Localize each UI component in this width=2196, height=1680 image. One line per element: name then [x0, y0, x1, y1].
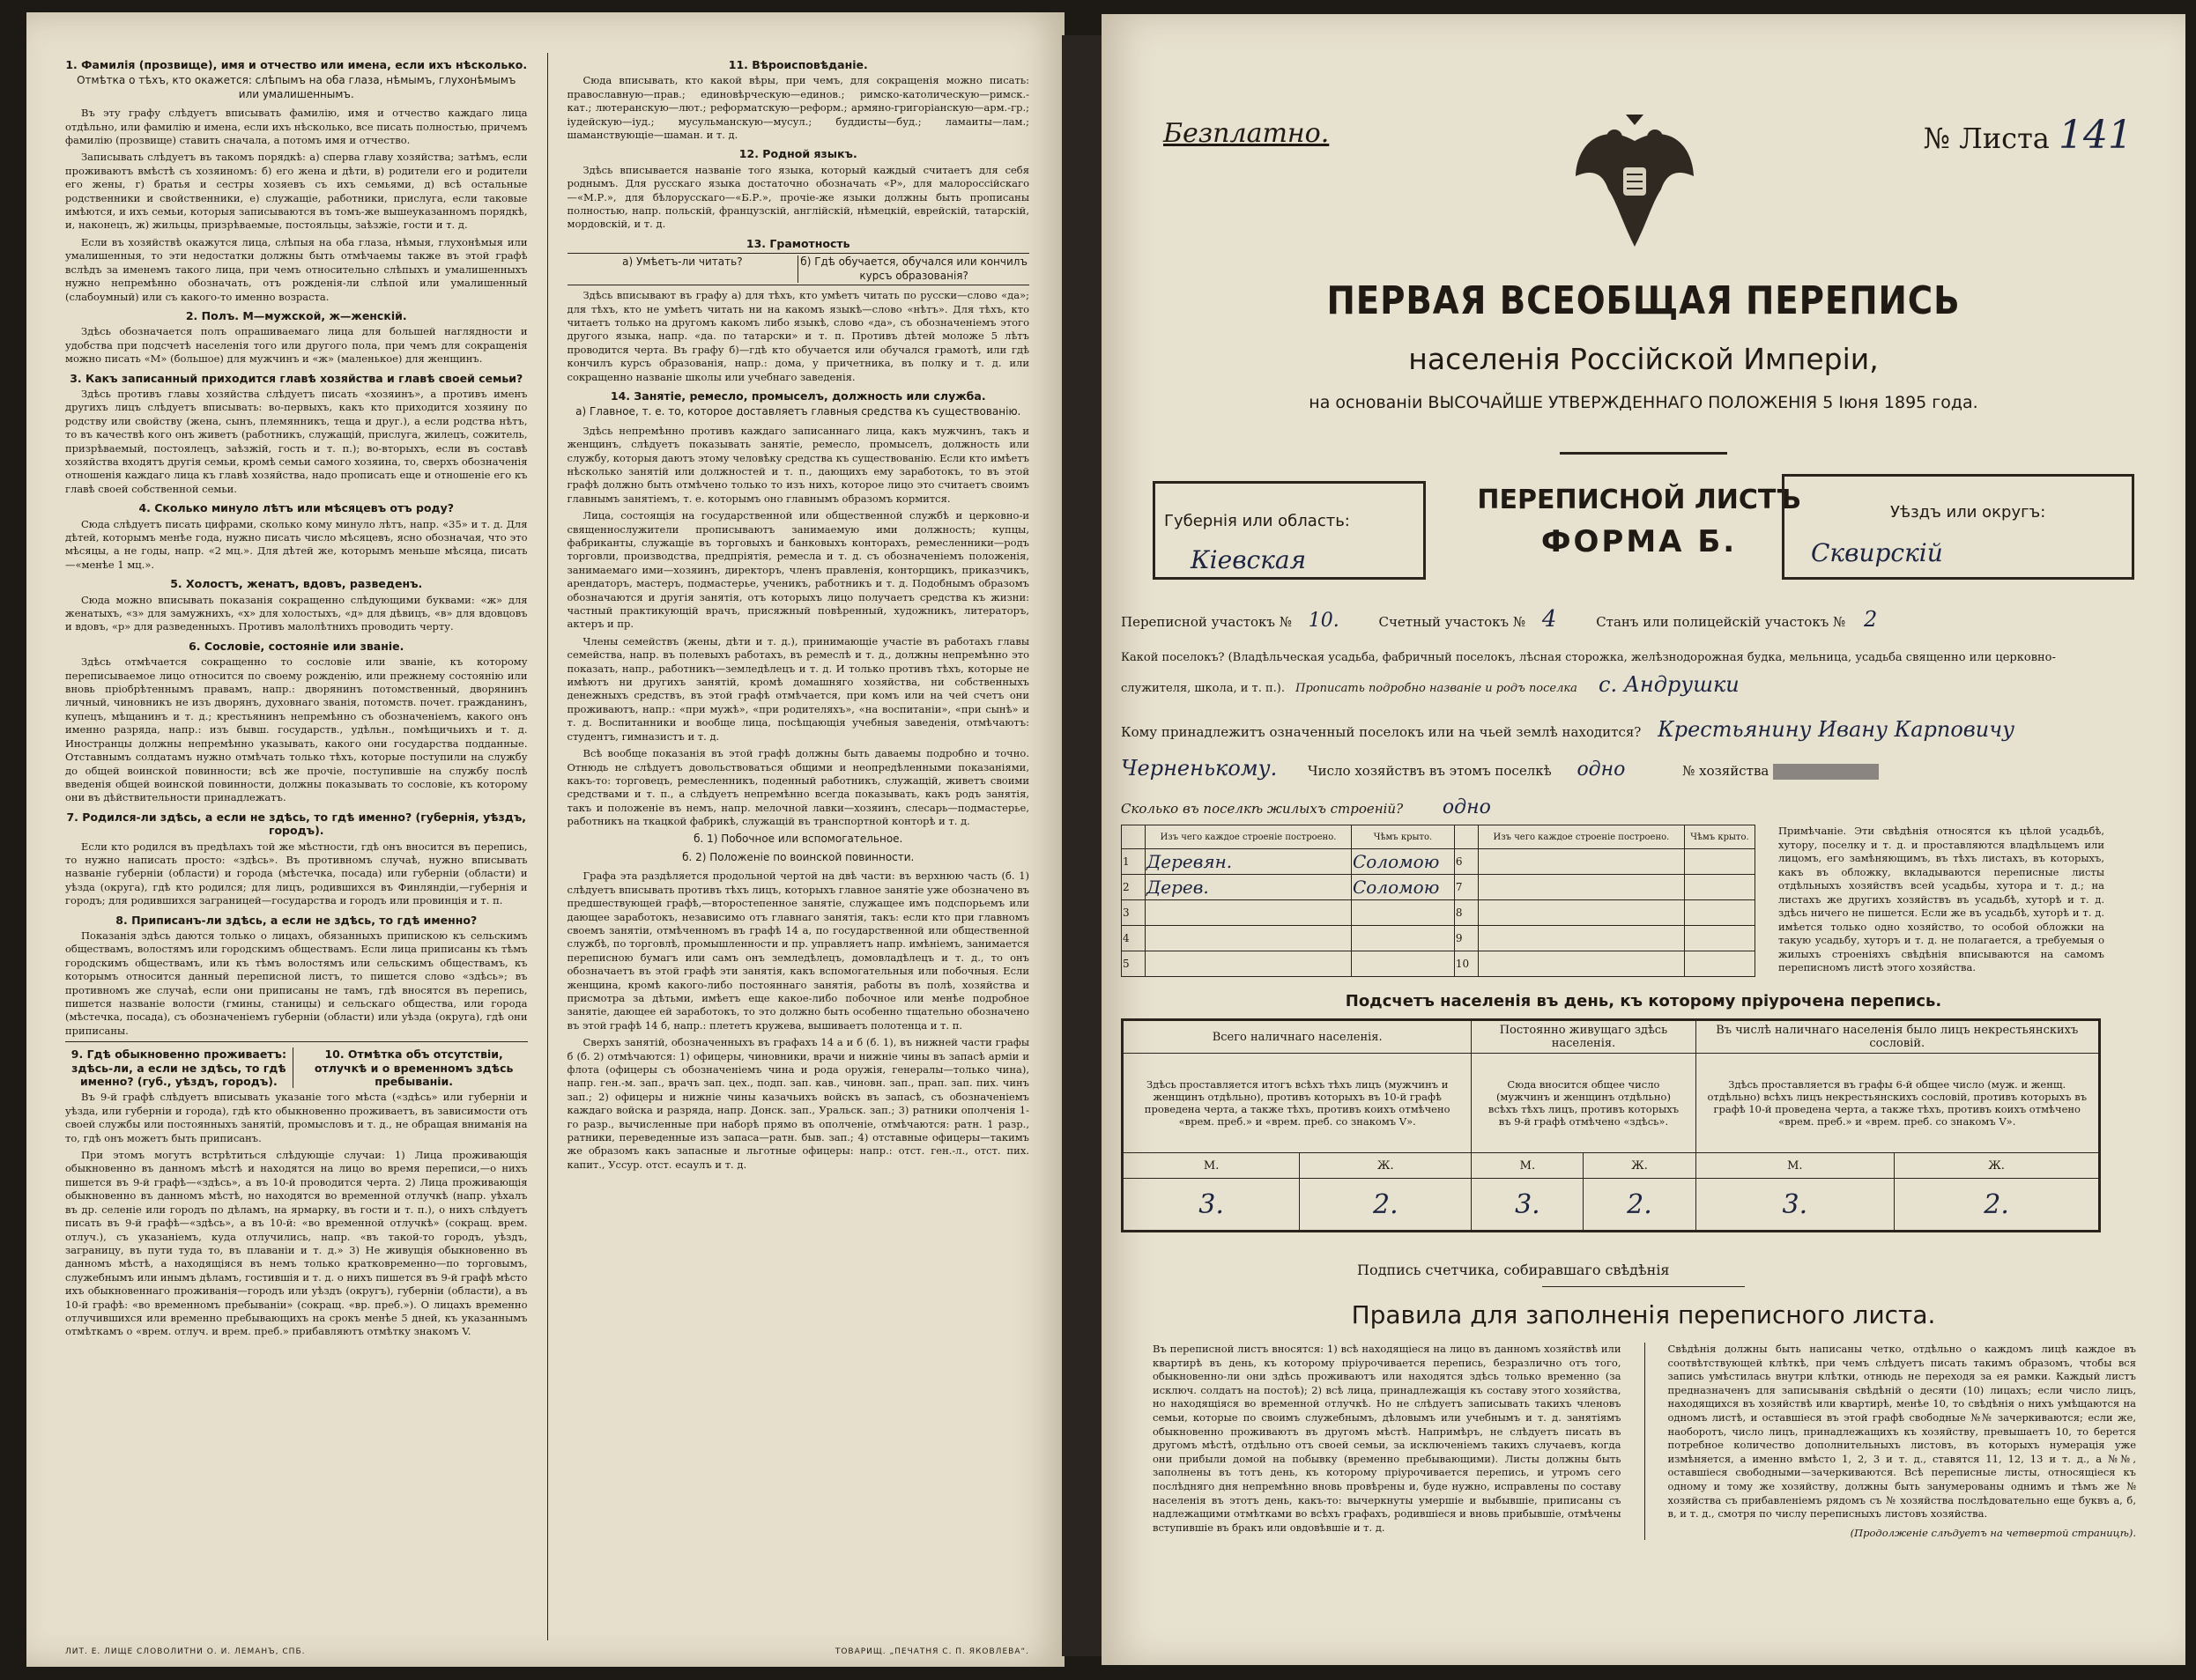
- police-area-value: 2: [1864, 607, 1878, 632]
- province-value: Кіевская: [1191, 545, 1307, 574]
- buildings-cell-n: 2: [1122, 875, 1146, 900]
- section-12-heading: 12. Родной языкъ.: [738, 147, 857, 161]
- buildings-label: Сколько въ поселкѣ жилыхъ строеній?: [1121, 801, 1404, 817]
- buildings-cell-n2: 9: [1454, 926, 1478, 951]
- column-divider: [547, 53, 548, 1640]
- buildings-cell-n: 3: [1122, 900, 1146, 926]
- continued-note: (Продолженіе слѣдуетъ на четвертой страницѣ).: [1850, 1526, 2136, 1539]
- section-13-heading: 13. Грамотность: [746, 236, 850, 250]
- buildings-line: [1121, 796, 1491, 818]
- buildings-cell-roof2: [1684, 849, 1755, 875]
- paragraph: Здѣсь вписывается названіе того языка, который каждый считаетъ для себя роднымъ. Для русскаго языка достаточно обозначать «Р», для малороссійскаго—«М.Р.», для бѣлорусскаго—«Б.Р.», прочіе-же языки должны быть прописаны полностью, напр. польскій, французскій, англійскій, нѣмецкій, еврейскій, татарскій, мордовскій, и т. д.: [567, 163, 1029, 231]
- buildings-cell-roof2: [1684, 875, 1755, 900]
- group-permanent: Постоянно живущаго здѣсь населенія.: [1472, 1020, 1695, 1054]
- households-value: одно: [1577, 759, 1626, 781]
- buildings-value: одно: [1442, 796, 1491, 818]
- buildings-table-row: [1122, 900, 1755, 926]
- section-1-heading: 1. Фамилія (прозвище), имя и отчество или имена, если ихъ нѣсколько.: [65, 58, 528, 71]
- section-1-subheading: Отмѣтка о тѣхъ, кто окажется: слѣпымъ на оба глаза, нѣмымъ, глухонѣмымъ или умалишеннымъ.: [77, 74, 516, 100]
- female-header: Ж.: [1584, 1153, 1695, 1179]
- household-number-redaction: [1773, 764, 1879, 780]
- rules-columns: [1153, 1343, 2136, 1540]
- section-14-heading: 14. Занятіе, ремесло, промыселъ, должность или служба.: [610, 389, 986, 403]
- buildings-cell-mat2: [1478, 926, 1684, 951]
- sheet-number-value: 141: [2059, 113, 2133, 158]
- double-headed-eagle-emblem: [1569, 106, 1701, 255]
- paragraph: Въ эту графу слѣдуетъ вписывать фамилію, имя и отчество каждаго лица отдѣльно, или фамилію и имена, если ихъ нѣсколько, все писать полностью, причемъ фамилію (прозвище) ставить сначала, а потомъ имя и отчество.: [65, 107, 528, 147]
- section-7-heading: 7. Родился-ли здѣсь, а если не здѣсь, то гдѣ именно? (губернія, уѣздъ, городъ).: [66, 810, 526, 838]
- paragraph: Члены семействъ (жены, дѣти и т. д.), принимающіе участіе въ работахъ главы семейства, напр. въ полевыхъ работахъ, въ ремеслѣ и т. д., должны непремѣнно это показать, напр., работникъ—земледѣлецъ и т. д. И только противъ тѣхъ, которые не имѣютъ ни другихъ занятій, кромѣ домашняго хозяйства, ни собственныхъ денежныхъ средствъ, въ этой графѣ отмѣчается, при комъ или на чей счетъ они проживаютъ, напр.: «при мужѣ», «при родителяхъ», «на воспитаніи», «при сынѣ» и т. д. Воспитанники и вообще лица, посѣщающія учебныя заведенія, отмѣчаютъ: студентъ, гимназистъ и т. д.: [567, 634, 1029, 743]
- counting-area-label: Счетный участокъ №: [1378, 614, 1526, 630]
- buildings-cell-mat2: [1478, 875, 1684, 900]
- paragraph: Если въ хозяйствѣ окажутся лица, слѣпыя на оба глаза, нѣмыя, глухонѣмыя или умалишенныя, то эти недостатки должны быть отмѣчаемы также въ этой графѣ вслѣдъ за именемъ такого лица, при чемъ относительно слѣпыхъ и умалишенныхъ нужно непремѣнно обозначать, отъ рожденія-ли слѣпой или умалишенный (слабоумный) или съ какого-то именно возраста.: [65, 235, 528, 303]
- census-subtitle: населенія Россійской Имперіи,: [1408, 342, 1879, 376]
- sheet-number: [1924, 113, 2133, 158]
- section-10-heading: 10. Отмѣтка объ отсутствіи, отлучкѣ и о временномъ здѣсь пребываніи.: [314, 1047, 514, 1089]
- buildings-table-row: [1122, 849, 1755, 875]
- buildings-cell-mat: Деревян.: [1146, 849, 1352, 875]
- signature-label: Подпись счетчика, собиравшаго свѣдѣнія: [1357, 1262, 1670, 1278]
- buildings-cell-mat: [1146, 926, 1352, 951]
- owner-value: Крестьянину Ивану Карповичу: [1658, 717, 2015, 742]
- paragraph: Сюда вписывать, кто какой вѣры, при чемъ, для сокращенія можно писать: православную—прав.; единовѣрческую—единов.; римско-католическую—римск.-кат.; лютеранскую—лют.; реформатскую—реформ.; армяно-григоріанскую—арм.-гр.; іудейскую—іуд.; мусульманскую—мусул.; буддисты—буд.; ламаиты—лам.; шаманствующіе—шаман. и т. д.: [567, 74, 1029, 142]
- buildings-table-row: [1122, 951, 1755, 977]
- section-4-heading: 4. Сколько минуло лѣтъ или мѣсяцевъ отъ роду?: [138, 501, 455, 515]
- paragraph: Если кто родился въ предѣлахъ той же мѣстности, гдѣ онъ вносится въ перепись, то нужно написать просто: «здѣсь». Въ противномъ случаѣ, нужно вписывать названіе губерніи (области) и города (мѣстечка, посада) или губерніи (области) и уѣзда (округа), гдѣ кто родился; для лицъ, родившихся въ Финляндіи,—губернія и городъ; для родившихся заграницей—государства и городъ или провинція и т. п.: [65, 840, 528, 907]
- buildings-cell-n: 5: [1122, 951, 1146, 977]
- female-header: Ж.: [1300, 1153, 1472, 1179]
- free-label: Безплатно.: [1163, 118, 1330, 149]
- count-value: 3.: [1695, 1179, 1895, 1232]
- sheet-number-label: № Листа: [1923, 122, 2050, 155]
- form-name: ФОРМА Б.: [1540, 524, 1738, 559]
- households-line: [1121, 756, 2099, 781]
- buildings-cell-n2: 10: [1454, 951, 1478, 977]
- left-column-1: [65, 53, 528, 1640]
- census-title: ПЕРВАЯ ВСЕОБЩАЯ ПЕРЕПИСЬ: [1326, 278, 1961, 323]
- form-heading: [1445, 485, 1833, 559]
- form-title: ПЕРЕПИСНОЙ ЛИСТЪ: [1477, 485, 1801, 515]
- imprint-right: ТОВАРИЩ. „ПЕЧАТНЯ С. П. ЯКОВЛЕВА“.: [835, 1647, 1029, 1656]
- divider-rule: [1542, 1286, 1745, 1287]
- section-5-heading: 5. Холостъ, женатъ, вдовъ, разведенъ.: [170, 577, 423, 591]
- section-14b2-heading: б. 2) Положеніе по воинской повинности.: [682, 850, 915, 863]
- male-header: М.: [1123, 1153, 1300, 1179]
- group-permanent-note: Сюда вносится общее число (мужчинъ и женщинъ отдѣльно) всѣхъ тѣхъ лицъ, противъ которыхъ въ 9-й графѣ отмѣчено «здѣсь».: [1472, 1054, 1695, 1153]
- buildings-cell-mat2: [1478, 849, 1684, 875]
- buildings-cell-n2: 7: [1454, 875, 1478, 900]
- col-roof-2: Чѣмъ крыто.: [1684, 825, 1755, 849]
- group-total: Всего наличнаго населенія.: [1123, 1020, 1472, 1054]
- divider-rule: [1560, 452, 1727, 455]
- district-value: Сквирскій: [1811, 538, 1943, 567]
- district-label: Уѣздъ или округъ:: [1890, 503, 2046, 522]
- left-column-2: [568, 53, 1030, 1640]
- count-value: 2.: [1584, 1179, 1695, 1232]
- buildings-cell-roof: Соломою: [1351, 849, 1454, 875]
- buildings-cell-roof2: [1684, 926, 1755, 951]
- owner-line: [1121, 717, 2014, 742]
- rules-column-2-text: Свѣдѣнія должны быть написаны четко, отдѣльно о каждомъ лицѣ каждое въ соотвѣтствующей клѣткѣ, при чемъ слѣдуетъ писать такимъ образомъ, чтобы вся запись умѣстилась внутри клѣтки, отнюдь не переходя за ея рамки. Каждый листъ предназначенъ для записыванія свѣдѣній о десяти (10) лицахъ; если число лицъ, находящихся въ хозяйствѣ или квартирѣ, менѣе 10, то свѣдѣнія о нихъ умѣщаются на одномъ листѣ, и оставшіеся въ этой графѣ свободные №№ зачеркиваются; если же, наоборотъ, число лицъ, принадлежащихъ къ хозяйству, превышаетъ 10, то берется потребное количество дополнительныхъ листовъ, въ которыхъ нумерація уже измѣняется, а именно вмѣсто 1, 2, 3 и т. д., ставятся 11, 12, 13 и т. д., а №№, оставшіеся свободными—зачеркиваются. Всѣ переписные листы, относящіеся къ одному и тому же хозяйству, должны быть занумерованы однимъ и тѣмъ же № хозяйства съ прибавленіемъ рядомъ съ № хозяйства послѣдовательно еще буквъ а, б, в, и т. д., смотря по числу переписныхъ листовъ хозяйства.: [1667, 1343, 2136, 1521]
- buildings-table-row: [1122, 875, 1755, 900]
- paragraph: Всѣ вообще показанія въ этой графѣ должны быть даваемы подробно и точно. Отнюдь не слѣдуетъ довольствоваться общими и неопредѣленными показаніями, какъ-то: торговецъ, ремесленникъ, поденный работникъ, служащій, живетъ своими средствами и т. п., а слѣдуетъ непремѣнно всегда показывать, какъ родъ занятія, такъ и положеніе въ немъ, напр. мелочной лавки—хозяинъ, слесарь—подмастерье, работникъ на ткацкой фабрикѣ, служащій въ транспортной конторѣ и т. д.: [567, 747, 1029, 828]
- province-box: [1153, 481, 1426, 580]
- district-box: [1782, 474, 2134, 580]
- section-8-heading: 8. Приписанъ-ли здѣсь, а если не здѣсь, то гдѣ именно?: [115, 913, 478, 927]
- buildings-table: [1121, 825, 1755, 977]
- paragraph: Здѣсь отмѣчается сокращенно то сословіе или званіе, къ которому переписываемое лицо относится по своему рожденію, или прежнему состоянію или вновь пріобрѣтеннымъ правамъ, напр.: дворянинъ потомственный, дворянинъ личный, чиновникъ не изъ дворянъ, духовнаго званія, потомств. почет. гражданинъ, купецъ, мѣщанинъ и т. д.; крестьянинъ непремѣнно съ обозначеніемъ, какого онъ именно разряда, напр.: изъ бывш. государств., удѣльн., помѣщичьихъ и т. д. Иностранцы должны непремѣнно указывать, какого они государства подданные. Отставнымъ солдатамъ нужно отмѣчать только тѣхъ, которые поступили на службу до общей воинской повинности; всѣ же прочіе, поступившіе на службу послѣ введенія общей воинской повинности, должны показывать то сословіе, къ которому они въ дѣйствительности принадлежатъ.: [65, 655, 528, 804]
- paragraph: Сверхъ занятій, обозначенныхъ въ графахъ 14 а и б (б. 1), въ нижней части графы б (б. 2) отмѣчаются: 1) офицеры, чиновники, врачи и нижніе чины въ запасѣ арміи и флота (офицеры съ обозначеніемъ чина и рода оружія, генералы—только чина), напр. ген.-м. зап., врачъ зап. цех., подп. зап. кав., чиновн. зап., прап. зап. пих. чинъ зап.; 2) офицеры и нижніе чины казачьихъ войскъ въ запасѣ, съ обозначеніемъ каждаго войска и разряда, напр. Донск. зап., Уральск. зап.; 3) ратники ополченія 1-го разр., вычисленные при наборѣ прямо въ ополченіе, отмѣчаются: ратн. 1 разр., ратники, переведенные изъ запаса—ратн. быв. зап.; 4) отставные офицеры—такимъ же образомъ какъ запасные и льготные офицеры: напр.: отст. ген.-л., отст. пих. капит., Уссур. отст. есаулъ и т. д.: [567, 1036, 1029, 1171]
- paragraph: Въ 9-й графѣ слѣдуетъ вписывать указаніе того мѣста («здѣсь» или губерніи и уѣзда, или губерніи и города), гдѣ кто обыкновенно проживаетъ, въ зависимости отъ своей службы или постоянныхъ занятій, промысловъ и т. д., не обращая вниманія на то, гдѣ онъ можетъ быть приписанъ.: [65, 1091, 528, 1144]
- settlement-line: [1121, 645, 2081, 702]
- buildings-cell-mat: [1146, 900, 1352, 926]
- settlement-hint: Прописать подробно названіе и родъ поселка: [1295, 682, 1577, 695]
- paragraph: Лица, состоящія на государственной или общественной службѣ и церковно-и священнослужители прописываютъ занимаемую ими должность; купцы, фабриканты, служащіе въ торговыхъ и банковыхъ конторахъ, ремесленники—родъ торговли, производства, предпріятія, ремесла и т. д. съ обозначеніемъ положенія, занимаемаго ими—хозяинъ, директоръ, членъ правленія, конторщикъ, приказчикъ, арендаторъ, мастеръ, подмастерье, ученикъ, работникъ и т. д. Подобнымъ образомъ обозначаются и другія занятія, отъ которыхъ лицо получаетъ средства къ жизни: частный практикующій врачъ, присяжный повѣренный, художникъ, литераторъ, актеръ и пр.: [567, 509, 1029, 631]
- group-total-note: Здѣсь проставляется итогъ всѣхъ тѣхъ лицъ (мужчинъ и женщинъ отдѣльно), противъ которыхъ въ 10-й графѣ проведена черта, а также тѣхъ, противъ коихъ отмѣчено «врем. преб.» и «врем. преб. со знакомъ V».: [1123, 1054, 1472, 1153]
- buildings-cell-roof: [1351, 951, 1454, 977]
- paragraph: Здѣсь противъ главы хозяйства слѣдуетъ писать «хозяинъ», а противъ именъ другихъ лицъ слѣдуетъ вписывать: во-первыхъ, какъ кто приходится хозяину по родству или свойству (жена, сынъ, племянникъ, теща и друг.), а если родства нѣтъ, то въ качествѣ кого онъ живетъ (работникъ, служащій, прислуга, жилецъ, сожитель, призрѣваемый, постоялецъ, заѣзжій, гость и т. п.); во-вторыхъ, если въ составѣ хозяйства входятъ другія семьи, кромѣ семьи самого хозяина, то, сверхъ обозначенія отношенія каждаго лица къ главѣ хозяйства, надо прописать еще и отношеніе его къ главѣ своей собственной семьи.: [65, 387, 528, 495]
- census-area-value: 10.: [1308, 610, 1339, 632]
- buildings-cell-mat2: [1478, 951, 1684, 977]
- right-page: [1102, 14, 2185, 1665]
- paragraph: Показанія здѣсь даются только о лицахъ, обязанныхъ припискою къ сельскимъ обществамъ, волостямъ или городскимъ обществамъ. Если лица приписаны къ тѣмъ городскимъ обществамъ, или къ тѣмъ волостямъ или сельскимъ обществамъ, къ которымъ относится данный переписной листъ, то пишется слово «здѣсь»; въ противномъ же случаѣ, если они приписаны не тамъ, гдѣ вносятся въ перепись, пишется названіе волости (гмины, станицы) и сельскаго общества, или города (мѣстечка, посада), съ обозначеніемъ губерніи (области) или уѣзда (округа), гдѣ они приписаны.: [65, 929, 528, 1037]
- count-value: 2.: [1300, 1179, 1472, 1232]
- page-gutter: [1062, 35, 1102, 1656]
- col-material: Изъ чего каждое строеніе построено.: [1146, 825, 1352, 849]
- section-9-heading: 9. Гдѣ обыкновенно проживаетъ: здѣсь-ли, а если не здѣсь, то гдѣ именно? (губ., уѣздъ, городъ).: [65, 1047, 293, 1088]
- paragraph: Записывать слѣдуетъ въ такомъ порядкѣ: а) сперва главу хозяйства; затѣмъ, если проживаютъ вмѣстѣ съ хозяиномъ: б) его жена и дѣти, в) родители его и родители его жены, г) братья и сестры хозяевъ съ ихъ семьями, д) всѣ остальные родственники и свойственники, е) служащіе, работники, прислуга, если таковые имѣются, и ихъ семьи, которыя записываются въ томъ-же вышеуказанномъ порядкѣ, и, наконецъ, ж) жильцы, призрѣваемые, постояльцы, заѣзжіе, гости и т. д.: [65, 151, 528, 232]
- section-11-heading: 11. Вѣроисповѣданіе.: [728, 58, 868, 71]
- owner-label: Кому принадлежитъ означенный поселокъ или на чьей землѣ находится?: [1121, 724, 1642, 740]
- buildings-cell-n2: 8: [1454, 900, 1478, 926]
- buildings-cell-n: 1: [1122, 849, 1146, 875]
- counting-area-value: 4: [1541, 606, 1557, 633]
- paragraph: Здѣсь вписывают въ графу а) для тѣхъ, кто умѣетъ читать по русски—слово «да»; для тѣхъ, кто не умѣетъ читать ни на какомъ языкѣ—слово «нѣтъ». Для тѣхъ, кто читаетъ только на другомъ какомъ либо языкѣ, слово «да», съ обозначеніемъ этого другого языка, напр. «да. по татарски» и т. п. Противъ дѣтей моложе 5 лѣтъ проводится черта. Въ графу б)—гдѣ кто обучается или обучался грамотѣ, или гдѣ кончилъ курсъ образованія, напр.: дома, у причетника, въ полку и т. д. или сокращенно названіе школы или учебнаго заведенія.: [567, 289, 1029, 383]
- male-header: М.: [1472, 1153, 1584, 1179]
- section-14a-heading: а) Главное, т. е. то, которое доставляетъ главныя средства къ существованію.: [575, 405, 1021, 418]
- left-page: [26, 12, 1065, 1667]
- census-area-line: [1121, 606, 1877, 633]
- rules-column-2: [1668, 1343, 2137, 1540]
- section-6-heading: 6. Сословіе, состояніе или званіе.: [189, 639, 404, 653]
- population-count-table: [1121, 1018, 2101, 1232]
- rules-column-1: Въ переписной листъ вносятся: 1) всѣ находящіеся на лицо въ данномъ хозяйствѣ или квартирѣ въ день, къ которому пріурочивается перепись, безразлично отъ того, обыкновенно-ли они здѣсь проживаютъ или находятся здѣсь только временно (за исключ. солдатъ на постоѣ); 2) всѣ лица, принадлежащія къ составу этого хозяйства, но находящіяся во временной отлучкѣ. Но не слѣдуетъ записывать такихъ членовъ семьи, которые по своимъ служебнымъ, дѣловымъ или учебнымъ и т. д. занятіямъ обыкновенно проживаютъ въ другомъ мѣстѣ. Напримѣръ, не слѣдуетъ писать въ другомъ мѣстѣ, отдѣльно отъ своей семьи, за исключеніемъ такихъ случаевъ, когда они прибыли домой на побывку (временно пребывающими). Листы должны быть заполнены въ тотъ день, къ которому пріурочивается перепись, и утромъ сего послѣдняго дня непремѣнно вновь провѣрены и, буде нужно, исправлены по составу населенія въ этотъ день, какъ-то: вычеркнуты умершіе и выбывшіе, приписаны съ надлежащими отмѣтками во всѣхъ графахъ, родившіеся и вновь прибывшіе, отмѣчены вступившіе въ бракъ или овдовѣвшіе и т. д.: [1153, 1343, 1621, 1534]
- count-value: 2.: [1895, 1179, 2100, 1232]
- female-header: Ж.: [1895, 1153, 2100, 1179]
- paragraph: Графа эта раздѣляется продольной чертой на двѣ части: въ верхнюю часть (б. 1) слѣдуетъ вписывать противъ тѣхъ лицъ, которыхъ главное занятіе уже обозначено въ предшествующей графѣ,—второстепенное занятіе, служащее имъ подспорьемъ или дающее заработокъ, независимо отъ главнаго занятія, такъ: если кто при главномъ своемъ занятіи, отмѣченномъ въ графѣ 14 а, по государственной или общественной службѣ, по торговлѣ, промышленности и пр. управляетъ напр. имѣніемъ, занимается переписною бумагъ или самъ онъ земледѣлецъ, домовладѣлецъ и т. д., то онъ обозначаетъ въ этой графѣ эти занятія, какъ вспомогательныя или побочныя. Если женщина, кромѣ какого-либо постояннаго занятія, работы въ полѣ, хозяйства и присмотра за дѣтьми, имѣетъ еще какое-либо побочное или менѣе подробное занятіе, дающее ей заработокъ, то это должно быть особенно тщательно обозначено въ этой графѣ 14 б, напр.: плететъ кружева, вышиваетъ полотенца и т. п.: [567, 870, 1029, 1032]
- buildings-cell-n: 4: [1122, 926, 1146, 951]
- settlement-value: с. Андрушки: [1599, 672, 1740, 697]
- census-basis: на основаніи ВЫСОЧАЙШЕ УТВЕРЖДЕННАГО ПОЛОЖЕНІЯ 5 Іюня 1895 года.: [1309, 393, 1978, 412]
- paragraph: Здѣсь обозначается полъ опрашиваемаго лица для большей наглядности и удобства при подсчетѣ населенія того или другого пола, при чемъ для сокращенія можно писать «М» (большое) для мужчинъ и «ж» (маленькое) для женщинъ.: [65, 325, 528, 366]
- households-label: Число хозяйствъ въ этомъ поселкѣ: [1308, 763, 1552, 779]
- buildings-cell-roof: [1351, 900, 1454, 926]
- paragraph: Сюда слѣдуетъ писать цифрами, сколько кому минуло лѣтъ, напр. «35» и т. д. Для дѣтей, которымъ менѣе года, нужно писать число мѣсяцевъ, ясно обозначая, что это мѣсяцы, а не годы, напр. «2 мц.». Для дѣтей же, которымъ меньше мѣсяца, писать—«менѣе 1 мц.».: [65, 517, 528, 571]
- police-area-label: Станъ или полицейскій участокъ №: [1596, 614, 1846, 630]
- remark-note: Примѣчаніе. Эти свѣдѣнія относятся къ цѣлой усадьбѣ, хутору, поселку и т. д. и проставляются владѣльцемъ или лицомъ, его замѣняющимъ, въ тѣхъ листахъ, въ которыхъ, какъ въ обложку, вкладываются переписные листы отдѣльныхъ хозяйствъ всей усадьбы, хутора и т. д.; на листахъ же другихъ хозяйствъ въ усадьбѣ, хуторѣ и т. д. здѣсь ничего не пишется. Если же въ усадьбѣ, хуторѣ и т. д. имѣется только одно хозяйство, то особой обложки на такую усадьбу, хуторъ и т. д. не полагается, а требуемыя о жилыхъ строеніяхъ свѣдѣнія вписываются на самомъ переписномъ листѣ этого хозяйства.: [1778, 825, 2104, 973]
- section-14b1-heading: б. 1) Побочное или вспомогательное.: [694, 832, 903, 845]
- paragraph: Здѣсь непремѣнно противъ каждаго записаннаго лица, какъ мужчинъ, такъ и женщинъ, слѣдуетъ показывать занятіе, ремесло, промыселъ, должность или службу, которыя даютъ этому человѣку средства къ существованію. Если кто имѣетъ нѣсколько занятій или должностей и т. п., дающихъ ему заработокъ, то въ этой графѣ должно быть отмѣчено только то изъ нихъ, которое лицо это считаетъ своимъ главнымъ занятіемъ, т. е. которымъ оно главнымъ образомъ кормится.: [567, 424, 1029, 505]
- settlement-label: Какой поселокъ? (Владѣльческая усадьба, фабричный поселокъ, лѣсная сторожка, желѣзнодорожная будка, мельница, усадьба священно или церковно-служителя, школа, и т. п.).: [1121, 651, 2056, 695]
- column-divider: [1644, 1343, 1645, 1540]
- buildings-cell-roof2: [1684, 951, 1755, 977]
- buildings-cell-roof2: [1684, 900, 1755, 926]
- section-2-heading: 2. Полъ. М—мужской, ж—женскій.: [185, 308, 407, 322]
- col-material-2: Изъ чего каждое строеніе построено.: [1478, 825, 1684, 849]
- buildings-cell-mat: Дерев.: [1146, 875, 1352, 900]
- section-3-heading: 3. Какъ записанный приходится главѣ хозяйства и главѣ своей семьи?: [70, 371, 523, 385]
- male-header: М.: [1695, 1153, 1895, 1179]
- census-area-label: Переписной участокъ №: [1121, 614, 1292, 630]
- rules-title: Правила для заполненія переписного листа.: [1351, 1300, 1936, 1329]
- count-title: Подсчетъ населенія въ день, къ которому пріурочена перепись.: [1345, 992, 1942, 1010]
- buildings-cell-mat2: [1478, 900, 1684, 926]
- province-label: Губернія или область:: [1164, 512, 1350, 530]
- buildings-cell-mat: [1146, 951, 1352, 977]
- section-13a-heading: а) Умѣетъ-ли читать?: [568, 255, 799, 283]
- paragraph: При этомъ могутъ встрѣтиться слѣдующіе случаи: 1) Лица проживающія обыкновенно въ данномъ мѣстѣ и находятся на лицо во время переписи,—о нихъ пишется въ 9-й графѣ—«здѣсь», а въ 10-й проводится черта. 2) Лица проживающія обыкновенно въ данномъ мѣстѣ, но находятся во временной отлучкѣ (напр. уѣхалъ въ др. селеніе или городъ по дѣламъ, на ярмарку, въ гости и т. п.), о нихъ слѣдуетъ писать въ 9-й графѣ—«здѣсь», а въ 10-й: «во временной отлучкѣ» (сокращ. врем. отлуч.), съ указаніемъ, куда отлучились, напр. «въ такой-то городъ, уѣздъ, заграницу, въ пути туда то, въ плаваніи и т. д.» 3) Не живущія обыкновенно въ данномъ мѣстѣ, а находящіяся въ немъ только кратковременно—по торговымъ, служебнымъ или инымъ дѣламъ, гостившія и т. д. о нихъ пишется въ 9-й графѣ мѣсто ихъ обыкновеннаго проживанія—городъ или уѣздъ (округъ), губерніи (области), а въ 10-й графѣ: «во временномъ пребываніи» (сокращ. «вр. преб.»). О лицахъ временно отлучившихся или временно пребывающихъ на срокъ менѣе 5 дней, къ указаннымъ отмѣткамъ о «врем. отлуч. и врем. преб.» прибавляютъ отмѣтку знакомъ V.: [65, 1149, 528, 1338]
- household-number-label: № хозяйства: [1682, 763, 1769, 779]
- group-non-peasant: Въ числѣ наличнаго населенія было лицъ некрестьянскихъ сословій.: [1695, 1020, 2099, 1054]
- count-value: 3.: [1472, 1179, 1584, 1232]
- col-roof: Чѣмъ крыто.: [1351, 825, 1454, 849]
- buildings-cell-roof: [1351, 926, 1454, 951]
- imprint-left: ЛИТ. Е. ЛИЩЕ СЛОВОЛИТНИ О. И. ЛЕМАНЪ, СПБ.: [65, 1647, 306, 1656]
- buildings-table-body: [1122, 849, 1755, 977]
- group-non-peasant-note: Здѣсь проставляется въ графы 6-й общее число (муж. и женщ. отдѣльно) всѣхъ лицъ некрестьянскихъ сословій, противъ которыхъ въ графѣ 10-й проведена черта, а также тѣхъ, противъ коихъ отмѣчено «врем. преб.» и «врем. преб. со знакомъ V».: [1695, 1054, 2099, 1153]
- buildings-table-row: [1122, 926, 1755, 951]
- buildings-cell-roof: Соломою: [1351, 875, 1454, 900]
- count-value: 3.: [1123, 1179, 1300, 1232]
- owner-value-continued: Черненькому.: [1121, 756, 1278, 781]
- section-13b-heading: б) Гдѣ обучается, обучался или кончилъ курсъ образованія?: [800, 255, 1028, 282]
- paragraph: Сюда можно вписывать показанія сокращенно слѣдующими буквами: «ж» для женатыхъ, «з» для замужнихъ, «х» для холостыхъ, «д» для дѣвицъ, «в» для вдовцовъ и вдовъ, «р» для разведенныхъ. Противъ малолѣтнихъ проводить черту.: [65, 593, 528, 633]
- buildings-cell-n2: 6: [1454, 849, 1478, 875]
